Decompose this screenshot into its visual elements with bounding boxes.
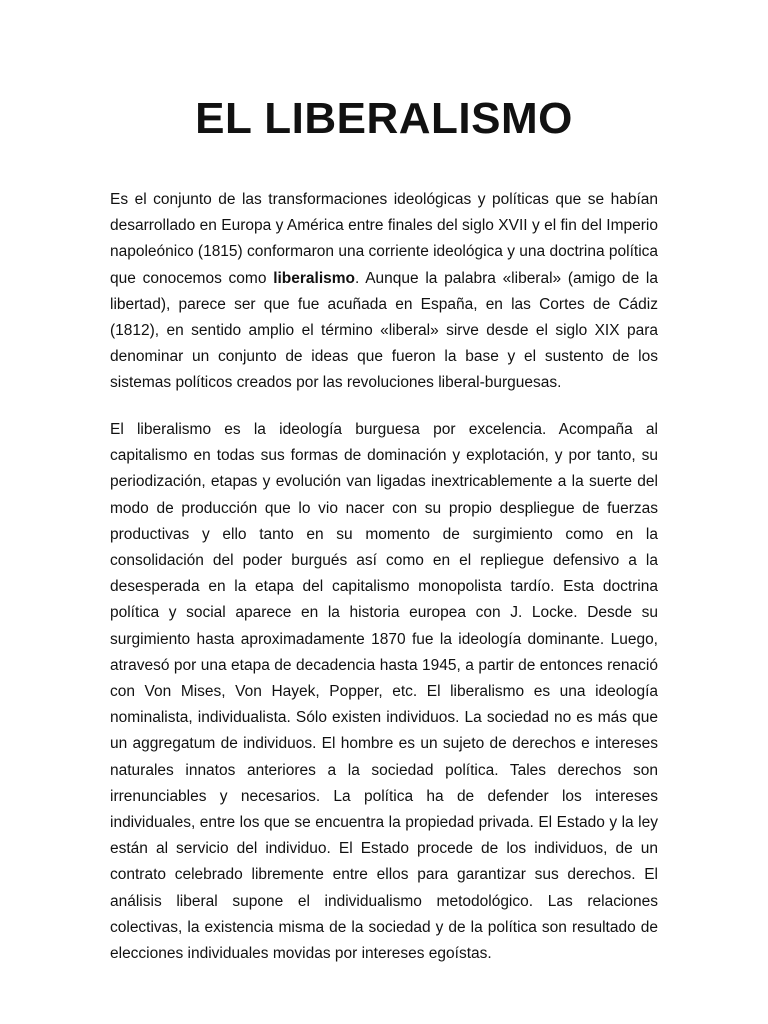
paragraph-1-text-end: . Aunque la palabra «liberal» (amigo de la libertad), parece ser que fue acuñada en España, en las Cortes de Cádiz (1812), en sentido amplio el término «liberal» sirve desde el siglo XIX para denominar un conjunto de ideas que fueron la base y el sustento de los sistemas políticos creados por las revoluciones liberal-burguesas. xyxy=(110,269,658,392)
paragraph-2: El liberalismo es la ideología burguesa por excelencia. Acompaña al capitalismo en todas sus formas de dominación y explotación, y por tanto, su periodización, etapas y evolución van ligadas inextricablemente a la suerte del modo de producción que lo vio nacer con su propio despliegue de fuerzas productivas y ello tanto en su momento de surgimiento como en la consolidación del poder burgués así como en el repliegue defensivo a la desesperada en la etapa del capitalismo monopolista tardío. Esta doctrina política y social aparece en la historia europea con J. Locke. Desde su surgimiento hasta aproximadamente 1870 fue la ideología dominante. Luego, atravesó por una etapa de decadencia hasta 1945, a partir de entonces renació con Von Mises, Von Hayek, Popper, etc. El liberalismo es una ideología nominalista, individualista. Sólo existen individuos. La sociedad no es más que un aggregatum de individuos. El hombre es un sujeto de derechos e intereses naturales innatos anteriores a la sociedad política. Tales derechos son irrenunciables y necesarios. La política ha de defender los intereses individuales, entre los que se encuentra la propiedad privada. El Estado y la ley están al servicio del individuo. El Estado procede de los individuos, de un contrato celebrado libremente entre ellos para garantizar sus derechos. El análisis liberal supone el individualismo metodológico. Las relaciones colectivas, la existencia misma de la sociedad y de la política son resultado de elecciones individuales movidas por intereses egoístas. xyxy=(110,421,658,963)
bold-term-liberalismo: liberalismo xyxy=(273,269,356,287)
paragraph-1-text-start: Es el conjunto de las transformaciones ideológicas y políticas que se habían desarrollado en Europa y América entre finales del siglo XVII y el fin del Imperio napoleónico (1815) conformaron una corriente ideológica y una doctrina política que conocemos como xyxy=(110,191,659,287)
document-title: EL LIBERALISMO xyxy=(195,94,573,143)
paragraph-1 xyxy=(110,187,658,397)
